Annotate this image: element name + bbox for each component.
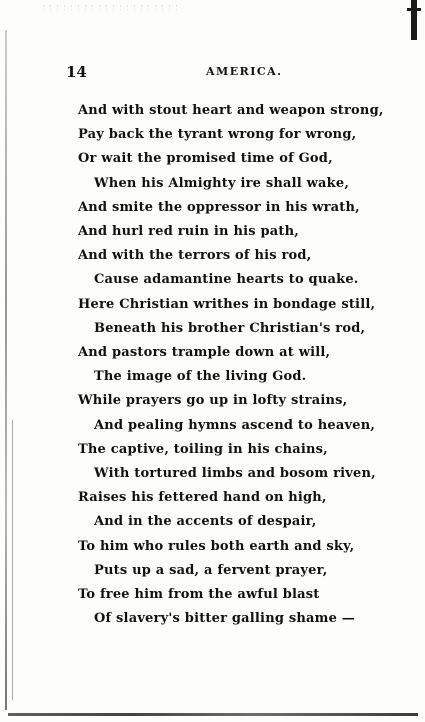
poem-line: And pealing hymns ascend to heaven, xyxy=(94,417,376,433)
poem-line: Beneath his brother Christian's rod, xyxy=(94,320,366,336)
poem-line: And hurl red ruin in his path, xyxy=(78,224,299,239)
scan-specks xyxy=(40,4,180,10)
poem-line: Pay back the tyrant wrong for wrong, xyxy=(78,127,357,143)
page-edge-right xyxy=(411,0,417,40)
poem-line: The image of the living God. xyxy=(94,369,307,385)
poem-line: Raises his fettered hand on high, xyxy=(78,490,327,506)
poem-line: And smite the oppressor in his wrath, xyxy=(78,199,360,215)
poem-line: When his Almighty ire shall wake, xyxy=(94,175,350,191)
page-edge-right-cap xyxy=(407,8,421,11)
poem-line: Or wait the promised time of God, xyxy=(78,151,333,167)
poem-line: And with the terrors of his rod, xyxy=(78,248,312,264)
poem-line: And pastors trample down at will, xyxy=(78,345,331,360)
page-edge-left xyxy=(5,30,7,710)
page-number: 14 xyxy=(66,63,87,81)
poem-line: The captive, toiling in his chains, xyxy=(78,441,328,457)
page-edge-left-inner xyxy=(12,420,13,700)
poem-line: With tortured limbs and bosom riven, xyxy=(94,466,376,481)
poem-line: Cause adamantine hearts to quake. xyxy=(94,272,359,288)
poem-line: Of slavery's bitter galling shame — xyxy=(94,611,356,627)
page-edge-bottom xyxy=(8,713,418,716)
running-head: AMERICA. xyxy=(206,65,283,78)
page-header xyxy=(66,63,346,81)
poem-line: Here Christian writhes in bondage still, xyxy=(78,296,376,312)
poem-line: And with stout heart and weapon strong, xyxy=(78,103,384,118)
poem-line: To him who rules both earth and sky, xyxy=(78,538,355,554)
poem-line: And in the accents of despair, xyxy=(94,514,317,530)
poem-line: To free him from the awful blast xyxy=(78,587,320,602)
poem-line: While prayers go up in lofty strains, xyxy=(78,393,348,409)
poem-line: Puts up a sad, a fervent prayer, xyxy=(94,562,328,578)
